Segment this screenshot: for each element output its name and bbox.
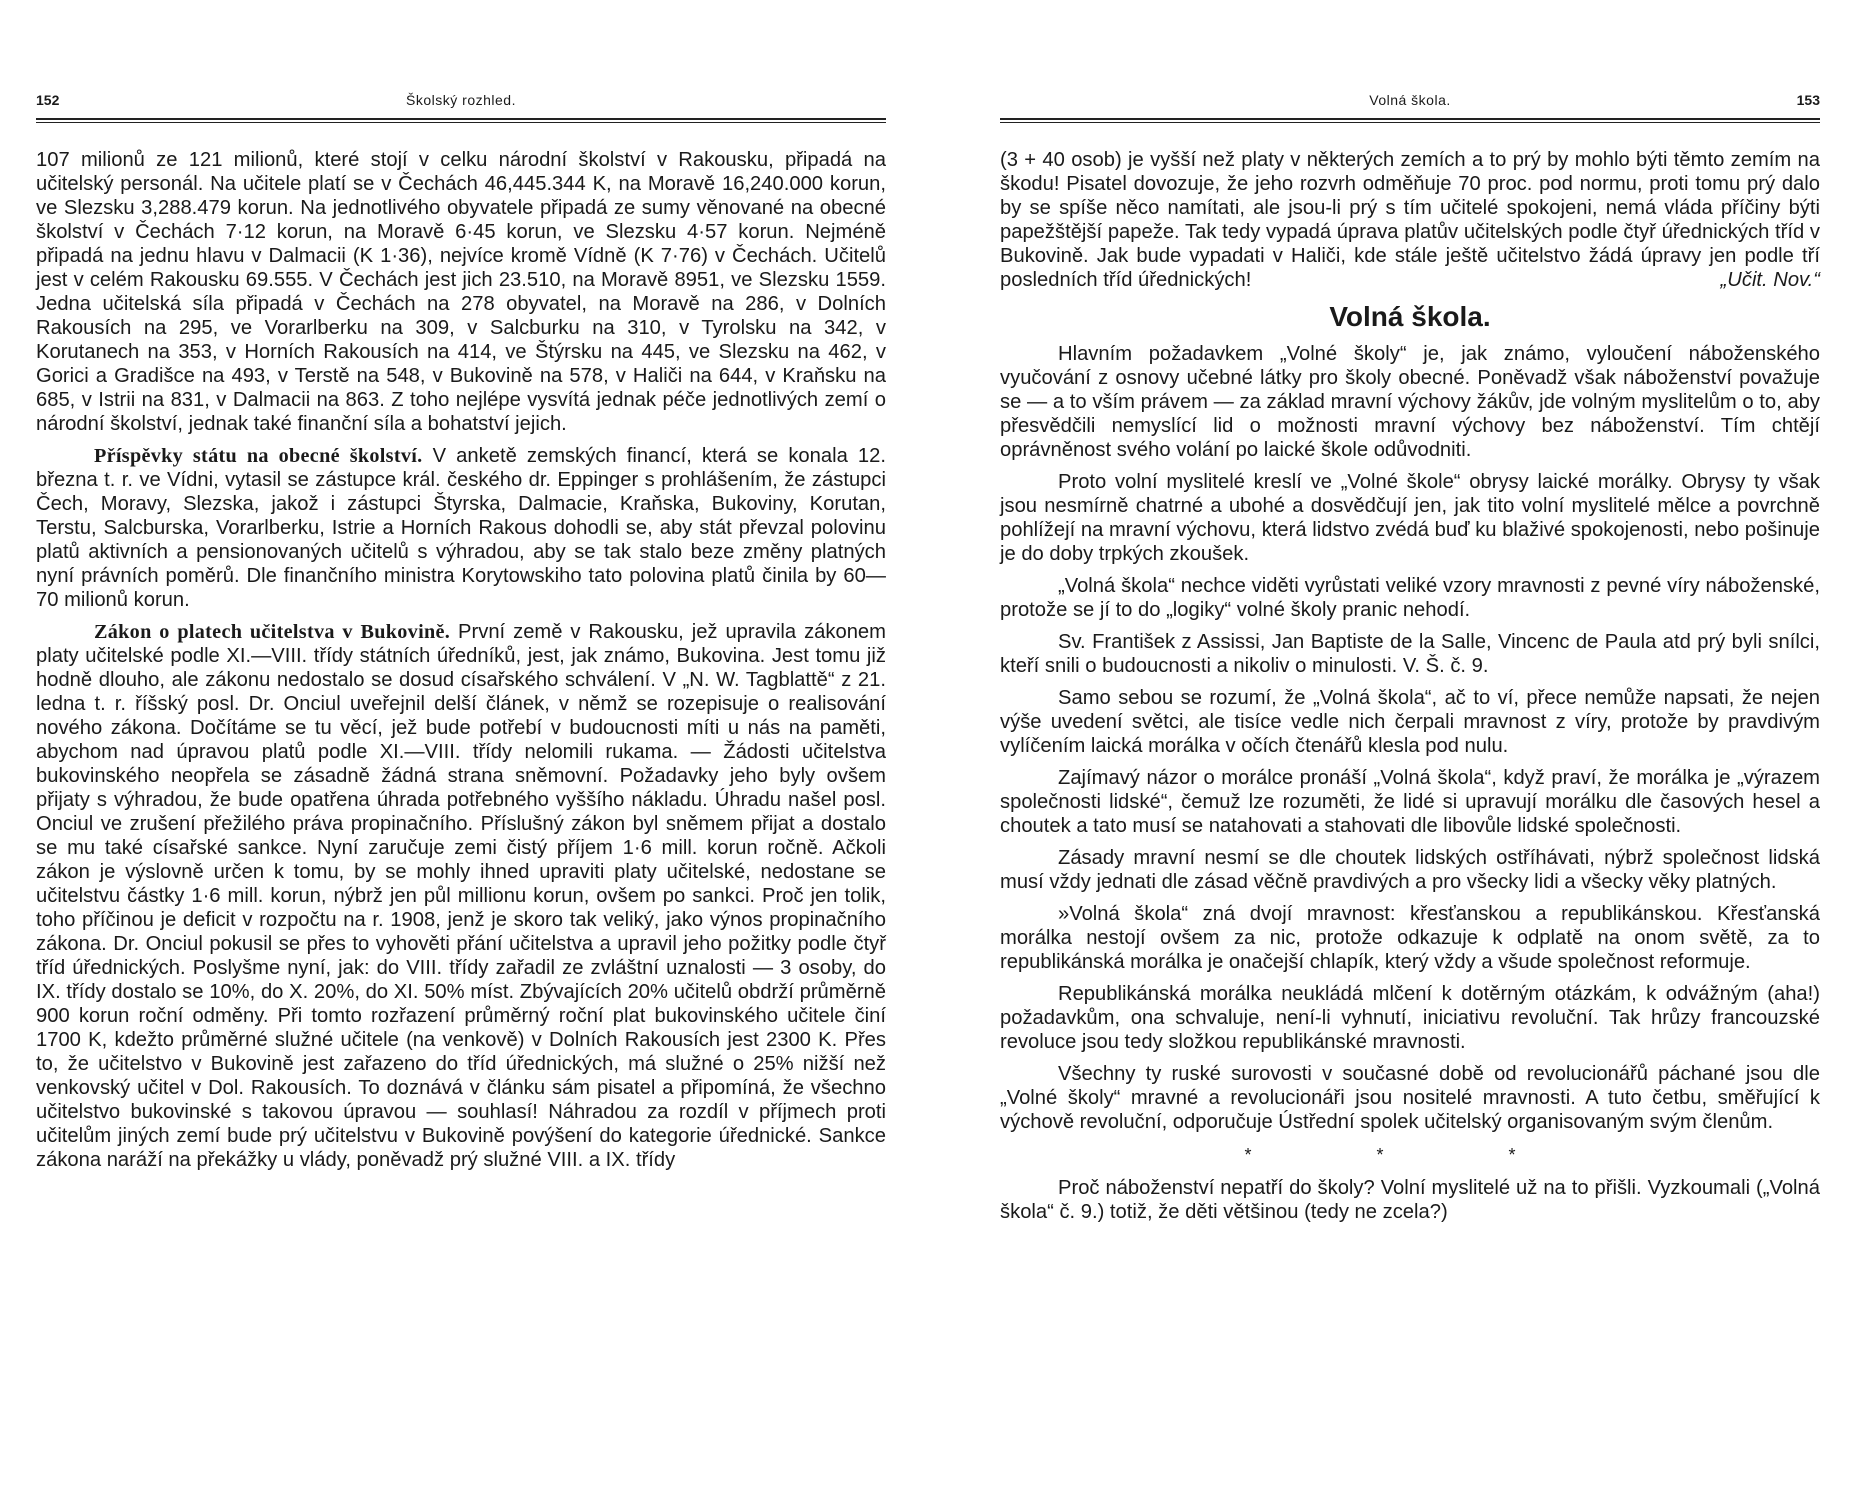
paragraph: Sv. František z Assissi, Jan Baptiste de la Salle, Vincenc de Paula atd prý byli snílci, kteří snili o budoucnosti a nikoliv o minulosti. V. Š. č. 9.: [1000, 631, 1820, 677]
paragraph: »Volná škola“ zná dvojí mravnost: křesťanskou a republikánskou. Křesťanská morálka nestojí ovšem za nic, protože odkazuje k odplatě na onom světě, za to republikánská morálka je onačejší chlapík, který vždy a všude společnost reformuje.: [1000, 903, 1820, 973]
paragraph: Hlavním požadavkem „Volné školy“ je, jak známo, vyloučení náboženského vyučování z osnovy učebné látky pro školy obecné. Poněvadž však náboženství považuje se — a to vším právem — za základ mravní výchovy žákův, jde volným myslitelům o to, aby přesvědčili nemyslící lid o možnosti mravní výchovy bez náboženství. Tím chtějí oprávněnost svého volání po laické škole odůvodniti.: [1000, 343, 1820, 461]
paragraph: Republikánská morálka neukládá mlčení k dotěrným otázkám, k odvážným (aha!) požadavkům, ona schvaluje, není-li vyhnutí, iniciativu revoluční. Tak hrůzy francouzské revoluce jsou tedy složkou republikánské mravnosti.: [1000, 983, 1820, 1053]
header-rule: [36, 118, 886, 123]
left-running-head: [36, 92, 886, 118]
left-text-column: [36, 148, 886, 1172]
run-in-heading: Zákon o platech učitelstva v Bukovině.: [94, 621, 451, 643]
left-page: [36, 0, 886, 1500]
header-rule: [1000, 118, 1820, 123]
paragraph-text: (3 + 40 osob) je vyšší než platy v některých zemích a to prý by mohlo býti těmto zemím na škodu! Pisatel dovozuje, že jeho rozvrh odměňuje 70 proc. pod normu, proti tomu prý dalo by se spíše něco namítati, ale jsou-li prý s tím učitelé spokojeni, nemá vláda příčiny býti papežštější papeže. Tak tedy vypadá úprava platův učitelských podle čtyř úřednických tříd v Bukovině. Jak bude vypadati v Haliči, kde stále ještě učitelstvo žádá úpravy jen podle tří posledních tříd úřednických!: [1000, 149, 1820, 291]
paragraph: [36, 148, 886, 436]
page-number: 152: [36, 92, 60, 108]
paragraph: [36, 620, 886, 1172]
run-in-heading: Příspěvky státu na obecné školství.: [94, 445, 423, 467]
right-text-column: [1000, 148, 1820, 1224]
paragraph-text: První země v Rakousku, jež upravila zákonem platy učitelské podle XI.—VIII. třídy státních úředníků, jest, jak známo, Bukovina. Jest tomu již hodně dlouho, ale zákonu nedostalo se dosud císařského schválení. V „N. W. Tagblattě“ z 21. ledna t. r. říšský posl. Dr. Onciul uveřejnil delší článek, v němž se rozepisuje o realisování nového zákona. Dočítáme se tu věcí, jež bude potřebí v budoucnosti míti u nás na paměti, abychom nad úpravou platů podle XI.—VIII. třídy nelomili rukama. — Žádosti učitelstva bukovinského neopřela se zásadně žádná strana sněmovní. Požadavky jeho byly ovšem přijaty s výhradou, že bude opatřena úhrada potřebného vyššího nákladu. Úhradu našel posl. Onciul ve zrušení přežilého práva propinačního. Příslušný zákon byl sněmem přijat a dostalo se mu také císařské sankce. Nyní zaručuje zemi čistý příjem 1·6 mill. korun ročně. Ačkoli zákon je výslovně určen k tomu, by se mohly ihned upraviti platy učitelské, nedostane se učitelstvu částky 1·6 mill. korun, nýbrž jen půl millionu korun, ovšem po sankci. Proč jen tolik, toho příčinou je deficit v rozpočtu na r. 1908, jenž je skoro tak veliký, jako výnos propinačního zákona. Dr. Onciul pokusil se přes to vyhověti přání učitelstva a upravil jeho požitky podle čtyř tříd úřednických. Poslyšme nyní, jak: do VIII. třídy zařadil ze zvláštní uznalosti — 3 osoby, do IX. třídy dostalo se 10%, do X. 20%, do XI. 50% míst. Zbývajících 20% učitelů obdrží průměrně 900 korun roční odměny. Při tomto rozřazení průměrný roční plat bukovinského učitele činí 1700 K, kdežto průměrné služné učitele (na venkově) v Dolních Rakousích jest 2300 K. Přes to, že učitelstvo v Bukovině jest zařazeno do tříd úřednických, má služné o 25% nižší než venkovský učitel v Dol. Rakousích. To doznává v článku sám pisatel a připomíná, že všechno učitelstvo bukovinské s takovou úpravou — souhlasí! Náhradou za rozdíl v příjmech proti učitelům jiných zemí bude prý učitelstvu v Bukovině povýšení do kategorie úřednické. Sankce zákona naráží na překážky u vlády, poněvadž prý služné VIII. a IX. třídy: [36, 621, 886, 1171]
paragraph: Samo sebou se rozumí, že „Volná škola“, ač to ví, přece nemůže napsati, že nejen výše uvedení světci, ale tisíce vedle nich čerpali mravnost z víry, protože by pravdivým vylíčením laická morálka v očích čtenářů klesla pod nulu.: [1000, 687, 1820, 757]
paragraph: Proto volní myslitelé kreslí ve „Volné škole“ obrysy laické morálky. Obrysy ty však jsou nesmírně chatrné a ubohé a dosvědčují jen, jak tito volní myslitelé mělce a povrchně pohlížejí na mravní výchovu, která lidstvo zvédá buď ku blaživé spokojenosti, nebo pošinuje je do doby trpkých zkoušek.: [1000, 471, 1820, 565]
section-title: Volná škola.: [1329, 301, 1491, 332]
paragraph: Proč náboženství nepatří do školy? Volní myslitelé už na to přišli. Vyzkoumali („Volná škola“ č. 9.) totiž, že děti většinou (tedy ne zcela?): [1000, 1177, 1820, 1223]
paragraph: [36, 444, 886, 612]
source-attribution: „Učit. Nov.“: [1720, 269, 1820, 291]
running-title: Volná škola.: [1369, 92, 1451, 108]
paragraph: Zásady mravní nesmí se dle choutek lidských ostříhávati, nýbrž společnost lidská musí vždy jednati dle zásad věčně pravdivých a pro všecky lidi a všecky věky platných.: [1000, 847, 1820, 893]
paragraph-text: V anketě zemských financí, která se konala 12. března t. r. ve Vídni, vytasil se zástupce král. českého dr. Eppinger s prohlášením, že zástupci Čech, Moravy, Slezska, jakož i zástupci Štyrska, Dalmacie, Kraňska, Bukoviny, Korutan, Terstu, Salcburska, Vorarlberku, Istrie a Horních Rakous dohodli se, aby stát převzal polovinu platů aktivních a pensionovaných učitelů s výhradou, aby se tak stalo beze změny platných nyní právních poměrů. Dle finančního ministra Korytowskiho tato polovina platů činila by 60—70 milionů korun.: [36, 445, 886, 611]
paragraph: Zajímavý názor o morálce pronáší „Volná škola“, když praví, že morálka je „výrazem společnosti lidské“, čemuž lze rozuměti, že lidé si upravují morálku dle časových hesel a choutek a tato musí se natahovati a stahovati dle libovůle lidské společnosti.: [1000, 767, 1820, 837]
paragraph-text: 107 milionů ze 121 milionů, které stojí v celku národní školství v Rakousku, připadá na učitelský personál. Na učitele platí se v Čechách 46,445.344 K, na Moravě 16,240.000 korun, ve Slezsku 3,288.479 korun. Na jednotlivého obyvatele připadá ze sumy věnované na obecné školství v Čechách 7·12 korun, na Moravě 6·45 korun, ve Slezsku 4·57 korun. Nejméně připadá na jednu hlavu v Dalmacii (K 1·36), nejvíce kromě Vídně (K 7·76) v Čechách. Učitelů jest v celém Rakousku 69.555. V Čechách jest jich 23.510, na Moravě 8951, ve Slezsku 1559. Jedna učitelská síla připadá v Čechách na 278 obyvatel, na Moravě na 286, v Dolních Rakousích na 295, ve Vorarlberku na 309, v Salcburku na 310, v Tyrolsku na 342, v Korutanech na 353, v Horních Rakousích na 414, ve Štýrsku na 445, ve Slezsku na 462, v Gorici a Gradišce na 493, v Terstě na 548, v Bukovině na 578, v Haliči na 644, v Kraňsku na 685, v Istrii na 831, v Dalmacii na 863. Z toho nejlépe vysvítá jednak péče jednotlivých zemí o národní školství, jednak také finanční síla a bohatství jejich.: [36, 149, 886, 435]
page-number: 153: [1796, 92, 1820, 108]
right-page: [1000, 0, 1820, 1500]
right-running-head: [1000, 92, 1820, 118]
section-separator: * * *: [1244, 1145, 1576, 1165]
continuation-paragraph: [1000, 148, 1820, 292]
running-title: Školský rozhled.: [406, 92, 516, 108]
paragraph: „Volná škola“ nechce viděti vyrůstati veliké vzory mravnosti z pevné víry náboženské, protože se jí to do „logiky“ volné školy pranic nehodí.: [1000, 575, 1820, 621]
paragraph: Všechny ty ruské surovosti v současné době od revolucionářů páchané jsou dle „Volné školy“ mravné a revolucionáři jsou nositelé mravnosti. A tuto četbu, směřující k výchově revoluční, odporučuje Ústřední spolek učitelský organisovaným svým členům.: [1000, 1063, 1820, 1133]
